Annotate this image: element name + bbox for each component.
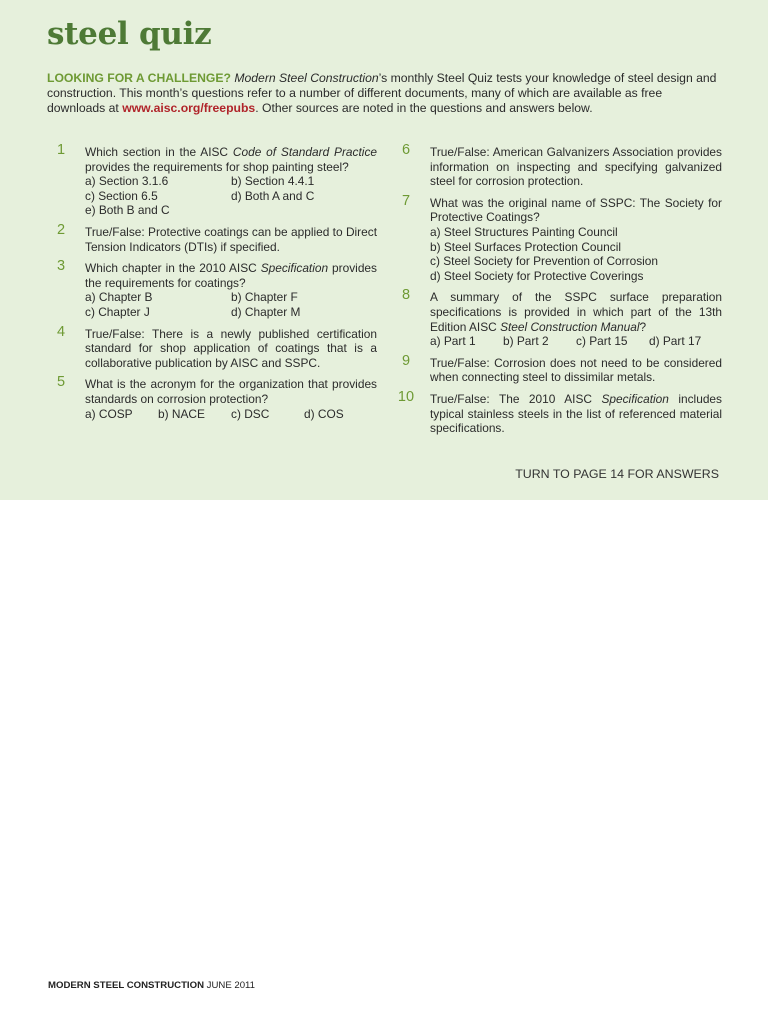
question-7 [392, 192, 722, 284]
answer-option: a) Section 3.1.6 [85, 174, 169, 189]
answer-option: d) Both A and C [231, 188, 315, 203]
answer-option: c) Part 15 [576, 334, 628, 349]
answer-option: c) DSC [231, 406, 270, 421]
answer-option: a) Chapter B [85, 290, 153, 305]
answer-option: c) Steel Society for Prevention of Corrosion [430, 254, 659, 269]
questions-right-column [392, 142, 722, 443]
answer-option: d) Part 17 [649, 334, 702, 349]
intro-paragraph [47, 71, 723, 116]
question-number: 2 [56, 221, 66, 238]
question-number: 9 [401, 352, 411, 369]
question-6 [392, 142, 722, 189]
question-text: Which chapter in the 2010 AISC Specification provides the requirements for coatings? [85, 261, 377, 290]
answer-options [430, 334, 722, 349]
question-number: 7 [401, 192, 411, 209]
question-number: 3 [56, 258, 66, 275]
question-text: True/False: Corrosion does not need to be considered when connecting steel to dissimilar metals. [430, 355, 722, 385]
intro-text-1: ’s monthly Steel Quiz tests your knowledge of steel design and construction. This month’s questions refer to a number of different documents, many of which are available as free downloads at [47, 71, 717, 115]
question-2 [47, 221, 377, 254]
answer-option: b) Steel Surfaces Protection Council [430, 239, 622, 254]
question-text: What is the acronym for the organization that provides standards on corrosion protection? [85, 377, 377, 406]
question-text: True/False: The 2010 AISC Specification includes typical stainless steels in the list of referenced material specifications. [430, 391, 722, 436]
question-text: True/False: There is a newly published certification standard for shop application of coatings that is a collaborative publication by AISC and SSPC. [85, 326, 377, 370]
question-text: True/False: Protective coatings can be applied to Direct Tension Indicators (DTIs) if specified. [85, 224, 377, 254]
footer-publication: MODERN STEEL CONSTRUCTION [48, 980, 204, 991]
question-3 [47, 258, 377, 319]
answers-page-note: TURN TO PAGE 14 FOR ANSWERS [515, 467, 719, 481]
answer-option: b) NACE [158, 406, 205, 421]
question-number: 5 [56, 374, 66, 391]
question-text: What was the original name of SSPC: The Society for Protective Coatings? [430, 195, 722, 225]
quiz-panel [0, 0, 768, 500]
answer-option: a) Part 1 [430, 334, 476, 349]
question-8 [392, 287, 722, 349]
question-4 [47, 323, 377, 371]
intro-lead: LOOKING FOR A CHALLENGE? [47, 71, 231, 85]
answer-option: c) Chapter J [85, 304, 150, 319]
question-text: True/False: American Galvanizers Association provides information on inspecting and specifying galvanized steel for corrosion protection. [430, 145, 722, 189]
answer-option: a) COSP [85, 406, 133, 421]
question-10 [392, 388, 722, 436]
answer-option: a) Steel Structures Painting Council [430, 224, 618, 239]
freepubs-link[interactable]: www.aisc.org/freepubs [122, 101, 256, 115]
answer-option: d) Steel Society for Protective Coverings [430, 268, 644, 283]
question-5 [47, 374, 377, 421]
answer-option: d) COS [304, 406, 344, 421]
answer-options [85, 407, 377, 422]
answer-options [85, 290, 377, 319]
question-number: 6 [401, 142, 411, 158]
answer-option: e) Both B and C [85, 203, 170, 218]
answer-options [85, 174, 377, 218]
questions-left-column [47, 142, 377, 428]
question-number: 1 [56, 142, 66, 158]
page-footer [48, 980, 255, 991]
question-number: 10 [397, 388, 415, 405]
intro-magazine: Modern Steel Construction [234, 71, 379, 85]
answer-option: d) Chapter M [231, 304, 301, 319]
question-1 [47, 142, 377, 218]
question-number: 4 [56, 323, 66, 340]
intro-text-2: . Other sources are noted in the questions and answers below. [255, 101, 593, 115]
question-9 [392, 352, 722, 385]
answer-option: b) Section 4.4.1 [231, 174, 315, 189]
answer-options [430, 225, 722, 283]
footer-date: JUNE 2011 [206, 980, 256, 991]
answer-option: b) Chapter F [231, 290, 298, 305]
answer-option: c) Section 6.5 [85, 188, 158, 203]
page-title: steel quiz [47, 16, 212, 52]
question-text: Which section in the AISC Code of Standard Practice provides the requirements for shop painting steel? [85, 145, 377, 174]
question-text: A summary of the SSPC surface preparation specifications is provided in which part of the 13th Edition AISC Steel Construction Manual? [430, 290, 722, 334]
answer-option: b) Part 2 [503, 334, 549, 349]
question-number: 8 [401, 287, 411, 304]
